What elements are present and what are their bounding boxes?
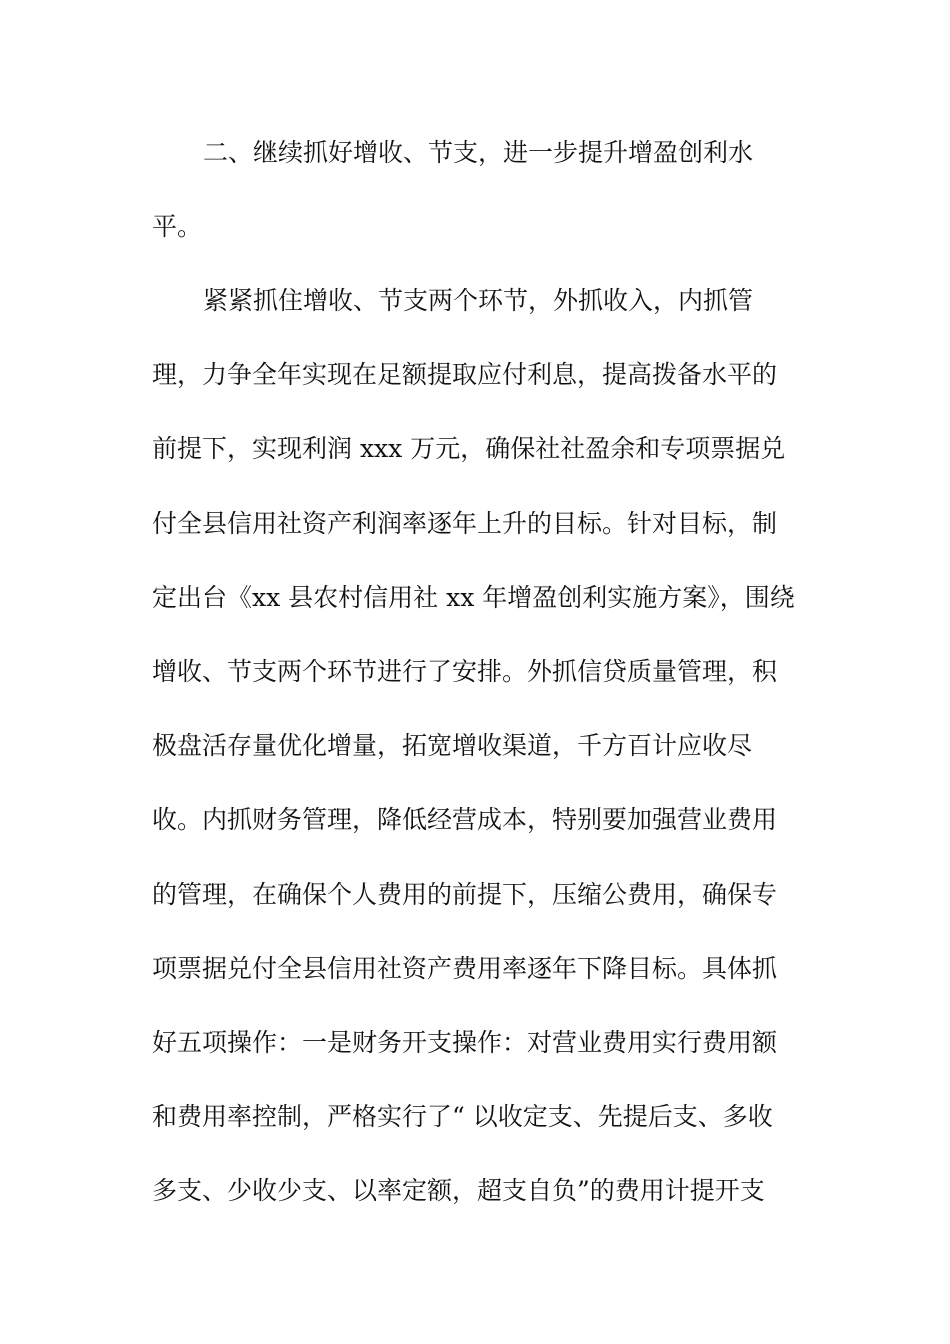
paragraph-line-11: 好五项操作：一是财务开支操作：对营业费用实行费用额 (152, 1028, 778, 1057)
paragraph-line-4: 付全县信用社资产利润率逐年上升的目标。针对目标，制 (152, 509, 778, 538)
paragraph-line-5: 定出台《xx 县农村信用社 xx 年增盈创利实施方案》，围绕 (152, 583, 795, 612)
paragraph-line-3: 前提下，实现利润 xxx 万元，确保社社盈余和专项票据兑 (152, 434, 786, 463)
paragraph-line-8: 收。内抓财务管理，降低经营成本，特别要加强营业费用 (152, 805, 778, 834)
paragraph-line-9: 的管理，在确保个人费用的前提下，压缩公费用，确保专 (152, 880, 778, 909)
paragraph-line-10: 项票据兑付全县信用社资产费用率逐年下降目标。具体抓 (152, 954, 778, 983)
heading-line-1: 二、继续抓好增收、节支，进一步提升增盈创利水 (203, 138, 754, 167)
paragraph-line-12: 和费用率控制，严格实行了“ 以收定支、先提后支、多收 (152, 1102, 773, 1131)
paragraph-line-6: 增收、节支两个环节进行了安排。外抓信贷质量管理，积 (152, 657, 778, 686)
paragraph-line-1: 紧紧抓住增收、节支两个环节，外抓收入，内抓管 (203, 286, 754, 315)
heading-line-2: 平。 (152, 212, 203, 241)
paragraph-line-2: 理，力争全年实现在足额提取应付利息，提高拨备水平的 (152, 360, 778, 389)
paragraph-line-7: 极盘活存量优化增量，拓宽增收渠道，千方百计应收尽 (152, 731, 753, 760)
paragraph-line-13: 多支、少收少支、以率定额，超支自负”的费用计提开支 (152, 1176, 765, 1205)
